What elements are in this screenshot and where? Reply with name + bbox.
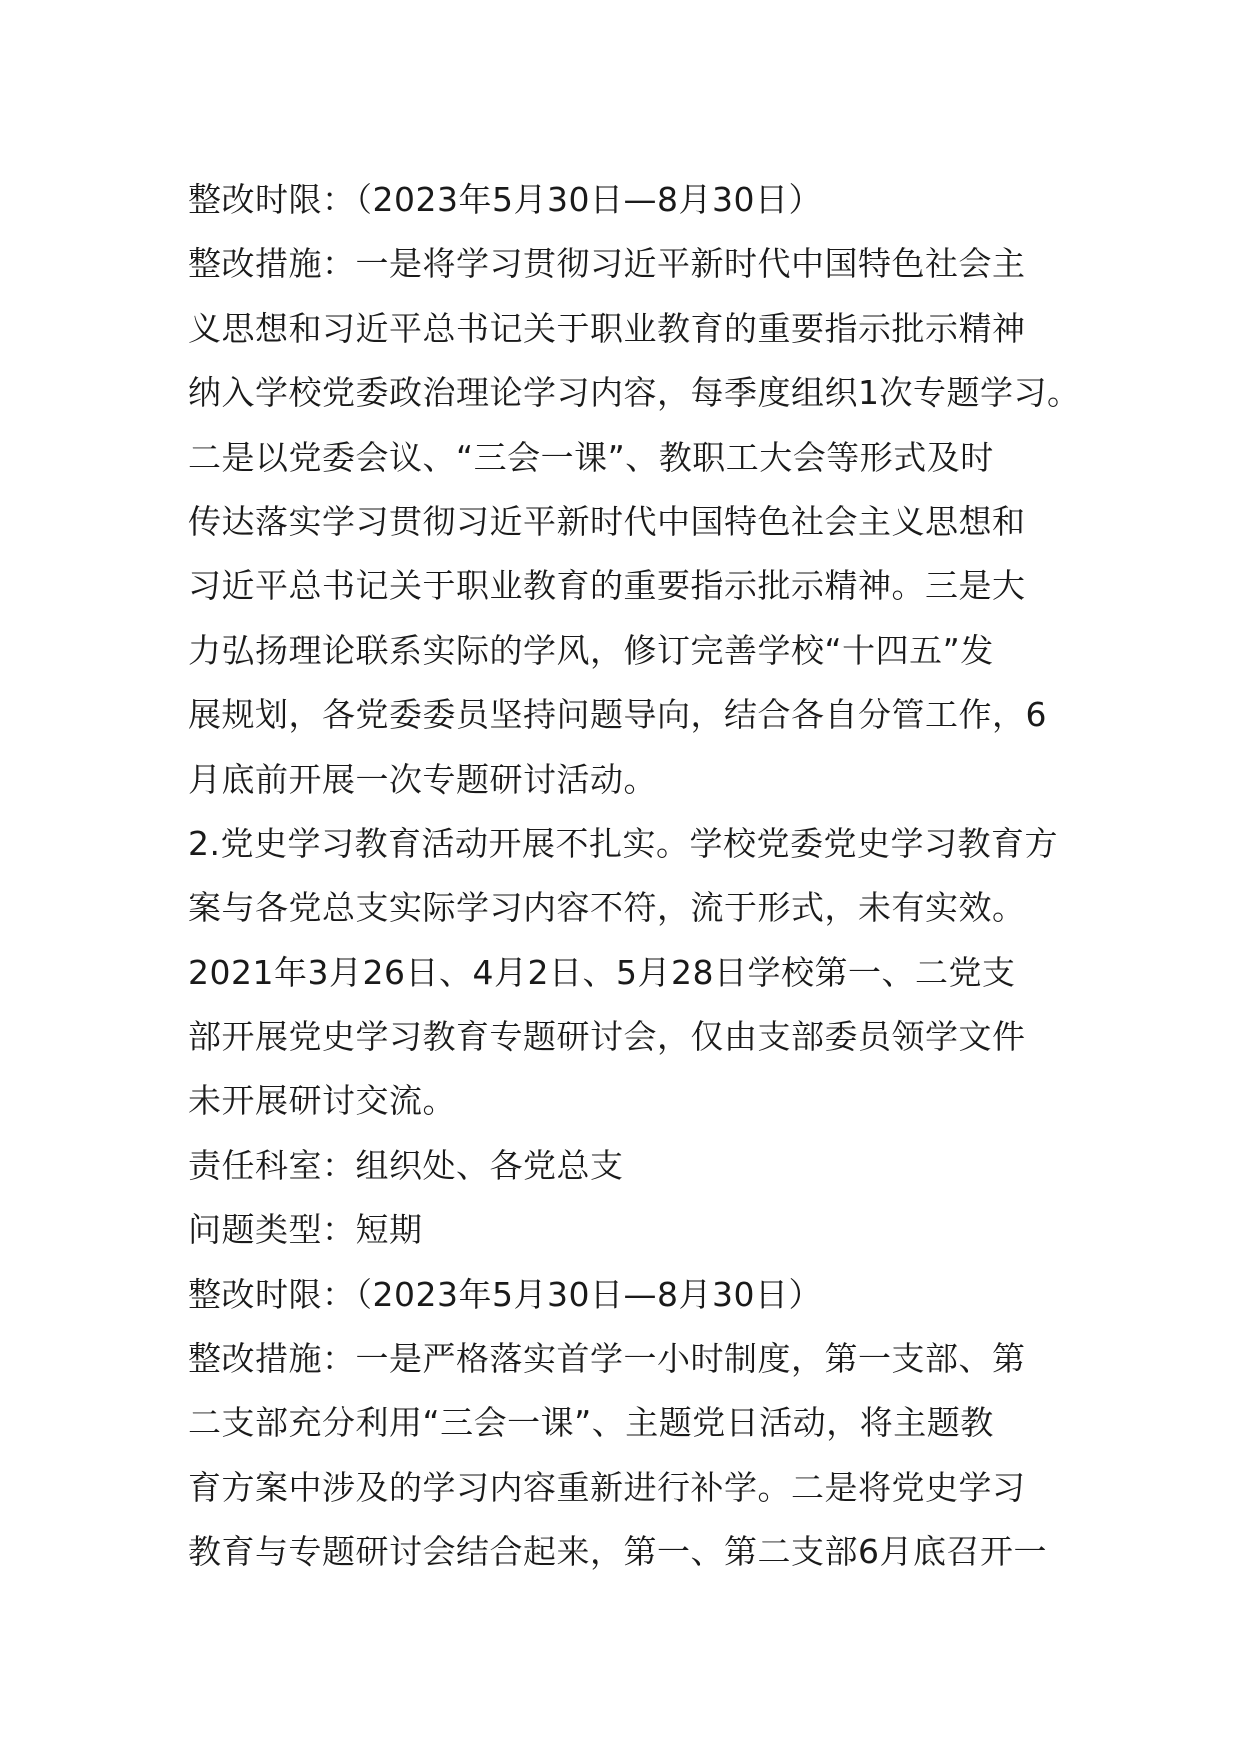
text-line: 纳入学校党委政治理论学习内容，每季度组织1次专题学习。 xyxy=(188,373,1081,413)
text-line: 2021年3月26日、4月2日、5月28日学校第一、二党支 xyxy=(188,952,1016,992)
text-line: 整改措施：一是严格落实首学一小时制度，第一支部、第 xyxy=(188,1339,1026,1379)
text-line: 义思想和习近平总书记关于职业教育的重要指示批示精神 xyxy=(188,308,1026,348)
text-line: 二是以党委会议、“三会一课”、教职工大会等形式及时 xyxy=(188,437,994,477)
text-line: 习近平总书记关于职业教育的重要指示批示精神。三是大 xyxy=(188,566,1026,606)
text-line: 责任科室：组织处、各党总支 xyxy=(188,1145,624,1185)
text-line: 整改措施：一是将学习贯彻习近平新时代中国特色社会主 xyxy=(188,244,1026,284)
text-line: 教育与专题研讨会结合起来，第一、第二支部6月底召开一 xyxy=(188,1532,1047,1572)
text-line: 案与各党总支实际学习内容不符，流于形式，未有实效。 xyxy=(188,888,1026,928)
text-line: 整改时限：（2023年5月30日—8月30日） xyxy=(188,1274,822,1314)
text-line: 力弘扬理论联系实际的学风，修订完善学校“十四五”发 xyxy=(188,630,994,670)
text-line: 育方案中涉及的学习内容重新进行补学。二是将党史学习 xyxy=(188,1467,1026,1507)
text-line: 展规划，各党委委员坚持问题导向，结合各自分管工作，6 xyxy=(188,695,1047,735)
text-line: 整改时限：（2023年5月30日—8月30日） xyxy=(188,180,822,219)
text-line: 2.党史学习教育活动开展不扎实。学校党委党史学习教育方 xyxy=(188,823,1058,863)
text-line: 未开展研讨交流。 xyxy=(188,1081,456,1121)
text-line: 传达落实学习贯彻习近平新时代中国特色社会主义思想和 xyxy=(188,501,1026,541)
document-body xyxy=(188,168,1081,1585)
text-line: 月底前开展一次专题研讨活动。 xyxy=(188,759,657,799)
text-line: 问题类型：短期 xyxy=(188,1210,423,1250)
text-line: 二支部充分利用“三会一课”、主题党日活动，将主题教 xyxy=(188,1403,994,1443)
text-line: 部开展党史学习教育专题研讨会，仅由支部委员领学文件 xyxy=(188,1017,1026,1057)
